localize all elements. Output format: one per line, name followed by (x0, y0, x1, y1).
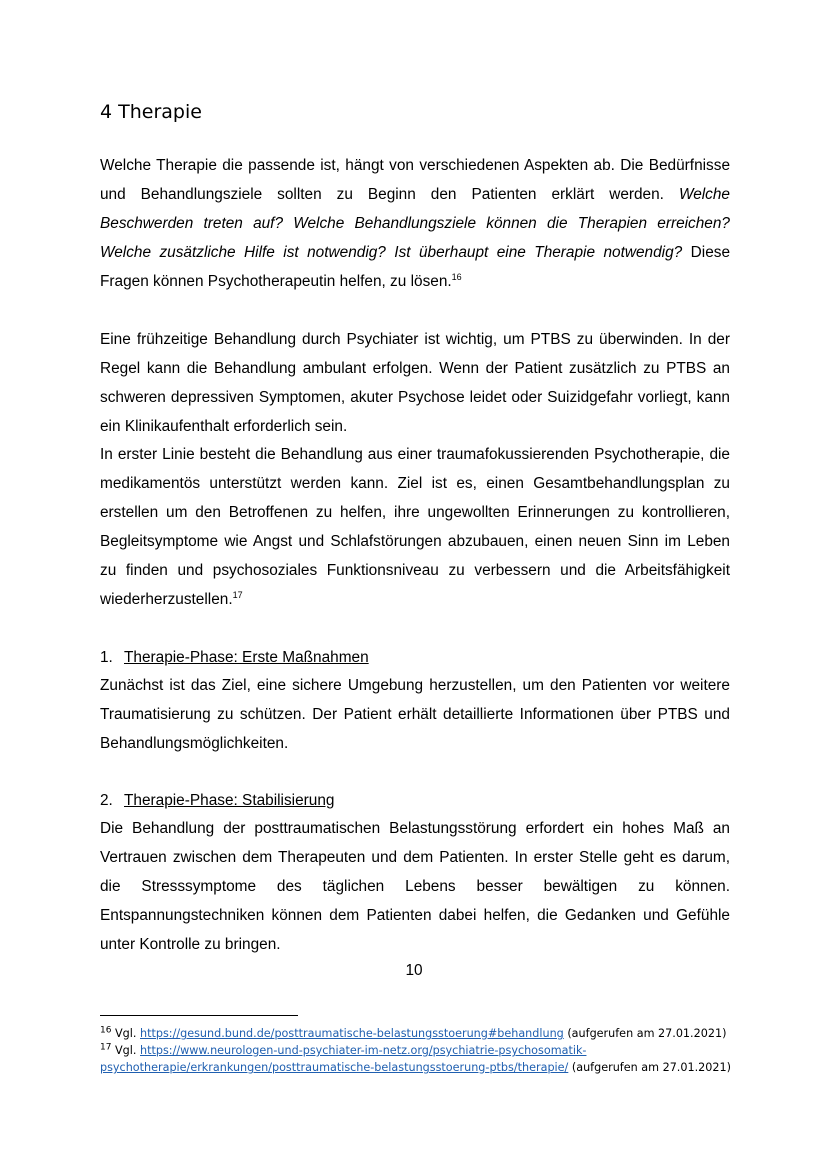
footnote-separator (100, 1015, 298, 1016)
intro-text: Welche Therapie die passende ist, hängt von verschiedenen Aspekten ab. Die Bedürfnisse und Behandlungsziele sollten zu Beginn den Patienten erklärt werden. (100, 157, 730, 203)
footnote-17 (100, 1042, 736, 1076)
phase-2-body: Die Behandlung der posttraumatischen Belastungsstörung erfordert ein hohes Maß an Vertrauen zwischen dem Therapeuten und dem Patienten. In erster Stelle geht es darum, die Stresssymptome des täglichen Lebens besser bewältigen zu können. Entspannungstechniken können dem Patienten dabei helfen, die Gedanken und Gefühle unter Kontrolle zu bringen. (100, 820, 730, 953)
intro-questions: Welche Beschwerden treten auf? Welche Behandlungsziele können die Therapien erreichen? Welche zusätzliche Hilfe ist notwendig? Ist überhaupt eine Therapie notwendig? (100, 186, 730, 261)
phase-1-number: 1. (100, 649, 113, 666)
therapy-goals-text: In erster Linie besteht die Behandlung aus einer traumafokussierenden Psychotherapie, die medikamentös unterstützt werden kann. Ziel ist es, einen Gesamtbehandlungsplan zu erstellen um den Betroffenen zu helfen, ihre ungewollten Erinnerungen zu kontrollieren, Begleitsymptome wie Angst und Schlafstörungen abzubauen, einen neuen Sinn im Leben zu finden und psychosoziales Funktionsniveau zu verbessern und die Arbeitsfähigkeit wiederherzustellen. (100, 446, 730, 608)
footnote-16-marker: 16 (100, 1025, 112, 1036)
page-number: 10 (405, 962, 423, 979)
footnote-ref-17[interactable]: 17 (232, 589, 243, 600)
footnote-17-link[interactable]: https://www.neurologen-und-psychiater-im-netz.org/psychiatrie-psychosomatik-psychotherapie/erkrankungen/posttraumatische-belastungsstoerung-ptbs/therapie/ (100, 1044, 587, 1074)
therapy-goals-paragraph (100, 440, 730, 614)
phase-2-number: 2. (100, 792, 113, 809)
footnote-17-prefix: Vgl. (111, 1044, 140, 1057)
phase-2-heading (100, 786, 334, 815)
footnote-16-prefix: Vgl. (111, 1027, 140, 1040)
intro-conclusion: Diese Fragen können Psychotherapeutin helfen, zu lösen. (100, 244, 731, 290)
phase-1-heading (100, 643, 369, 672)
footnote-17-suffix: (aufgerufen am 27.01.2021) (568, 1061, 731, 1074)
footnote-16-link[interactable]: https://gesund.bund.de/posttraumatische-belastungsstoerung#behandlung (140, 1027, 564, 1040)
section-heading: 4 Therapie (100, 101, 202, 123)
footnote-ref-16[interactable]: 16 (451, 271, 462, 282)
phase-1-body: Zunächst ist das Ziel, eine sichere Umgebung herzustellen, um den Patienten vor weitere Traumatisierung zu schützen. Der Patient erhält detaillierte Informationen über PTBS und Behandlungsmöglichkeiten. (100, 677, 730, 752)
intro-paragraph (100, 151, 730, 296)
footnote-17-marker: 17 (100, 1042, 112, 1053)
phase-1-title: Therapie-Phase: Erste Maßnahmen (124, 649, 369, 666)
footnote-16 (100, 1025, 736, 1042)
footnote-16-suffix: (aufgerufen am 27.01.2021) (563, 1027, 727, 1040)
treatment-paragraph: Eine frühzeitige Behandlung durch Psychiater ist wichtig, um PTBS zu überwinden. In der Regel kann die Behandlung ambulant erfolgen. Wenn der Patient zusätzlich zu PTBS an schweren depressiven Symptomen, akuter Psychose leidet oder Suizidgefahr vorliegt, kann ein Klinikaufenthalt erforderlich sein. (100, 331, 730, 435)
phase-2-title: Therapie-Phase: Stabilisierung (124, 792, 335, 809)
